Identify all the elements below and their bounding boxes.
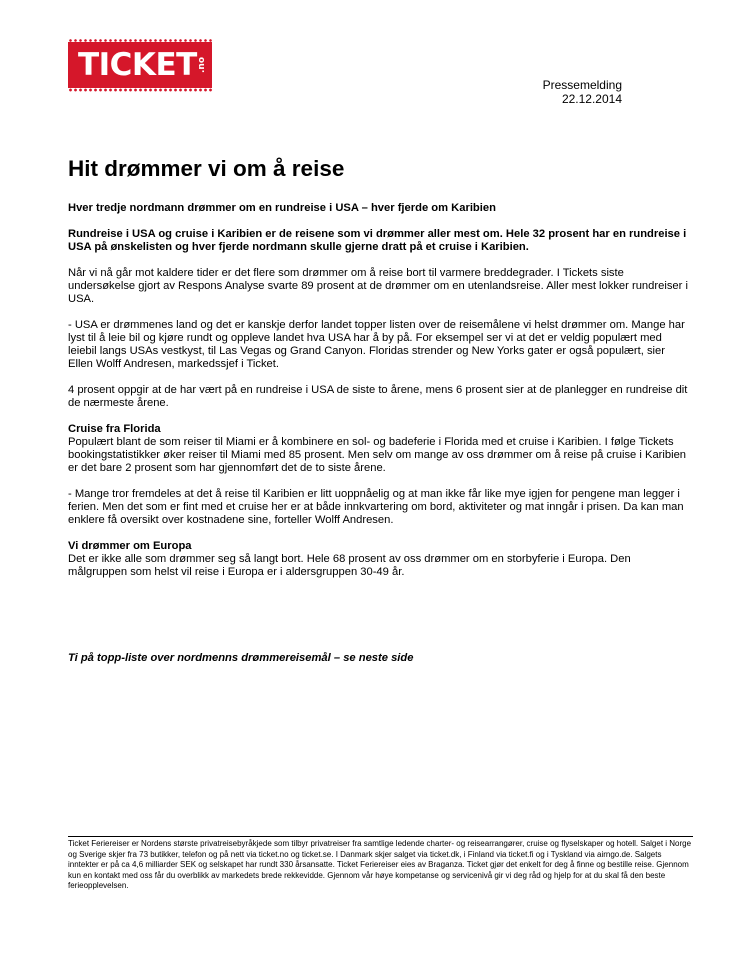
section-heading-europe: Vi drømmer om Europa — [68, 540, 192, 552]
lead-paragraph: Rundreise i USA og cruise i Karibien er de reisene som vi drømmer aller mest om. Hele 32 prosent har en rundreise i USA på ønskelisten og hver fjerde nordmann skulle gjerne dratt på et cruise i Karibien. — [68, 228, 687, 253]
press-date: 22.12.2014 — [561, 92, 622, 106]
logo-perforation-top — [68, 39, 212, 42]
footer-divider — [68, 836, 693, 837]
section-europe — [68, 540, 688, 579]
section-heading-cruise: Cruise fra Florida — [68, 423, 161, 435]
closing-note: Ti på topp-liste over nordmenns drømmereisemål – se neste side — [68, 652, 414, 664]
press-label: Pressemelding — [542, 78, 622, 92]
paragraph-1: Når vi nå går mot kaldere tider er det flere som drømmer om å reise bort til varmere breddegrader. I Tickets siste undersøkelse gjort av Respons Analyse svarte 89 prosent at de drømmer om en utenlandsreise. Aller mest lokker rundreiser i USA. — [68, 267, 688, 305]
logo-perforation-bottom — [68, 88, 212, 92]
paragraph-2: - USA er drømmenes land og det er kanskje derfor landet topper listen over de reisemålene vi helst drømmer om. Mange har lyst til å leie bil og kjøre rundt og oppleve landet hva USA har å by på. For eksempel ser vi at det er veldig populært med leiebil langs USAs vestkyst, til Las Vegas og Grand Canyon. Floridas strender og New Yorks gater er også populært, sier Ellen Wolff Andresen, markedssjef i Ticket. — [68, 319, 685, 370]
logo-suffix: .no — [197, 57, 207, 74]
logo-text: TICKET — [78, 47, 197, 83]
article-body — [68, 202, 688, 592]
section-cruise — [68, 423, 688, 475]
page-title: Hit drømmer vi om å reise — [68, 156, 345, 181]
section-europe-paragraph-1: Det er ikke alle som drømmer seg så langt bort. Hele 68 prosent av oss drømmer om en storbyferie i Europa. Den målgruppen som helst vil reise i Europa er i aldersgruppen 30-49 år. — [68, 553, 631, 578]
section-cruise-paragraph-1: Populært blant de som reiser til Miami er å kombinere en sol- og badeferie i Florida med et cruise i Karibien. I følge Tickets bookingstatistikker øker reiser til Miami med 85 prosent. Men selv om mange av oss drømmer om å reise på cruise i Karibien er det bare 2 prosent som har gjennomført det de to siste årene. — [68, 436, 687, 474]
footer-text: Ticket Feriereiser er Nordens største privatreisebyråkjede som tilbyr privatreiser fra samtlige ledende charter- og reisearrangører, cruise og flyselskaper og hotell. Salget i Norge og Sverige skjer fra 73 butikker, telefon og på nett via ticket.no og ticket.se. I Danmark skjer salget via ticket.dk, i Finland via ticket.fi og i Tyskland via airngo.de. Salgets inntekter er på ca 4,6 milliarder SEK og selskapet har rundt 330 årsansatte. Ticket Feriereiser eies av Braganza. Ticket gjør det enkelt for deg å finne og bestille reise. Gjennom kun en kontakt med oss får du overblikk av markedets brede rekkevidde. Gjennom vår høye kompetanse og servicenivå gir vi deg råd og hjelp for at du skal få den beste ferieopplevelsen. — [68, 839, 692, 890]
press-info — [543, 78, 622, 106]
paragraph-3: 4 prosent oppgir at de har vært på en rundreise i USA de siste to årene, mens 6 prosent sier at de planlegger en rundreise dit de nærmeste årene. — [68, 384, 688, 409]
section-cruise-paragraph-2: - Mange tror fremdeles at det å reise til Karibien er litt uoppnåelig og at man ikke får like mye igjen for pengene man legger i ferien. Men det som er fint med et cruise her er at både innkvartering om bord, aktiviteter og mat inngår i prisen. Da kan man enklere få oversikt over kostnadene sine, forteller Wolff Andresen. — [68, 488, 684, 526]
ticket-logo — [68, 42, 212, 88]
subtitle: Hver tredje nordmann drømmer om en rundreise i USA – hver fjerde om Karibien — [68, 202, 496, 214]
